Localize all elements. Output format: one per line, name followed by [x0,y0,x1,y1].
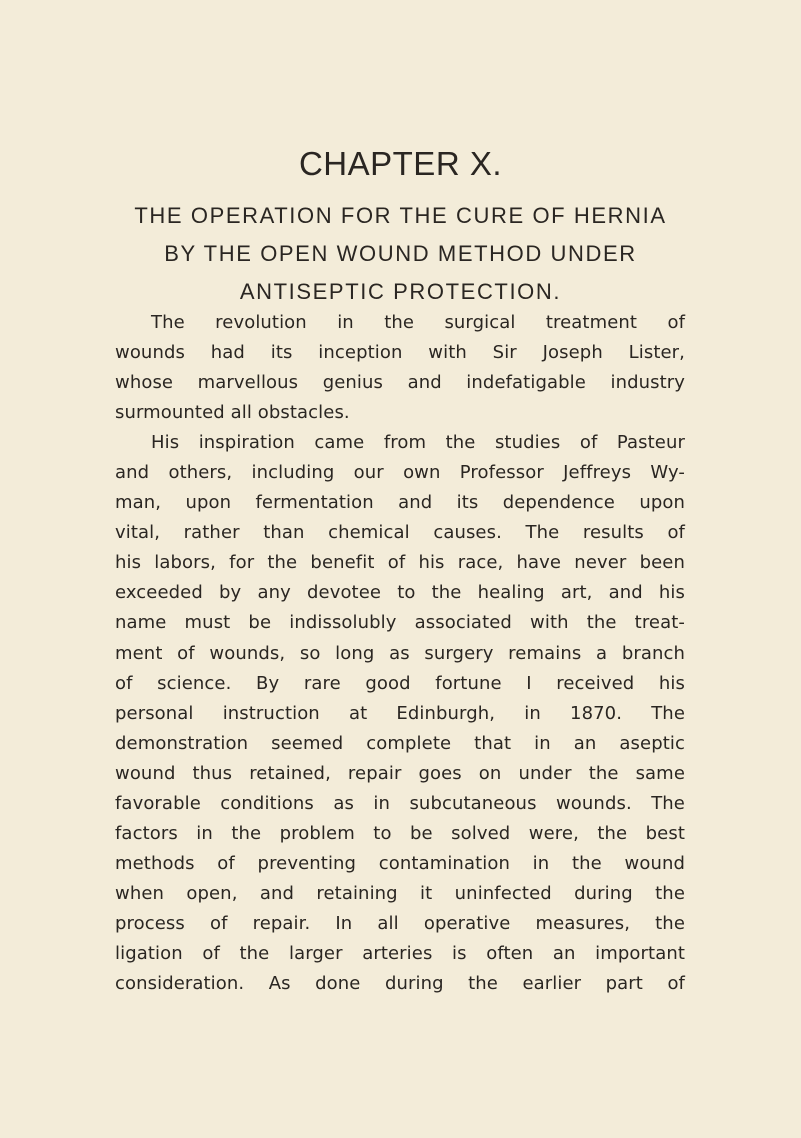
text-line: wounds had its inception with Sir Joseph Lister, [115,342,685,364]
text-line: and others, including our own Professor Jeffreys Wy- [115,462,685,484]
text-line: His inspiration came from the studies of Pasteur [151,432,685,454]
text-line: consideration. As done during the earlier part of [115,973,685,995]
paragraph-1 [115,308,685,428]
text-line: name must be indissolubly associated with the treat- [115,612,685,634]
paragraph-2 [115,428,685,999]
text-line: The revolution in the surgical treatment of [151,312,685,333]
text-line: factors in the problem to be solved were, the best [115,822,685,844]
text-line: ment of wounds, so long as surgery remains a branch [115,642,685,664]
text-line: process of repair. In all operative measures, the [115,912,685,934]
chapter-title-line: THE OPERATION FOR THE CURE OF HERNIA [134,203,667,228]
text-line: his labors, for the benefit of his race, have never been [115,552,685,574]
text-line: methods of preventing contamination in the wound [115,852,685,874]
text-line: demonstration seemed complete that in an aseptic [115,732,685,754]
text-line: wound thus retained, repair goes on under the same [115,762,685,784]
text-line: surmounted all obstacles. [115,402,350,424]
chapter-title [0,197,801,311]
text-line: ligation of the larger arteries is often an important [115,942,685,964]
chapter-title-line: ANTISEPTIC PROTECTION. [239,279,562,304]
text-line: personal instruction at Edinburgh, in 1870. The [115,702,685,724]
text-line: vital, rather than chemical causes. The results of [115,522,685,544]
text-line: of science. By rare good fortune I received his [115,672,685,694]
text-line: whose marvellous genius and indefatigable industry [115,372,685,394]
text-line: exceeded by any devotee to the healing art, and his [115,582,685,604]
chapter-heading: CHAPTER X. [298,145,503,182]
text-line: man, upon fermentation and its dependence upon [115,492,685,514]
chapter-title-line: BY THE OPEN WOUND METHOD UNDER [164,241,637,266]
body-text [115,308,685,999]
text-line: favorable conditions as in subcutaneous wounds. The [115,792,685,814]
text-line: when open, and retaining it uninfected during the [115,882,685,904]
